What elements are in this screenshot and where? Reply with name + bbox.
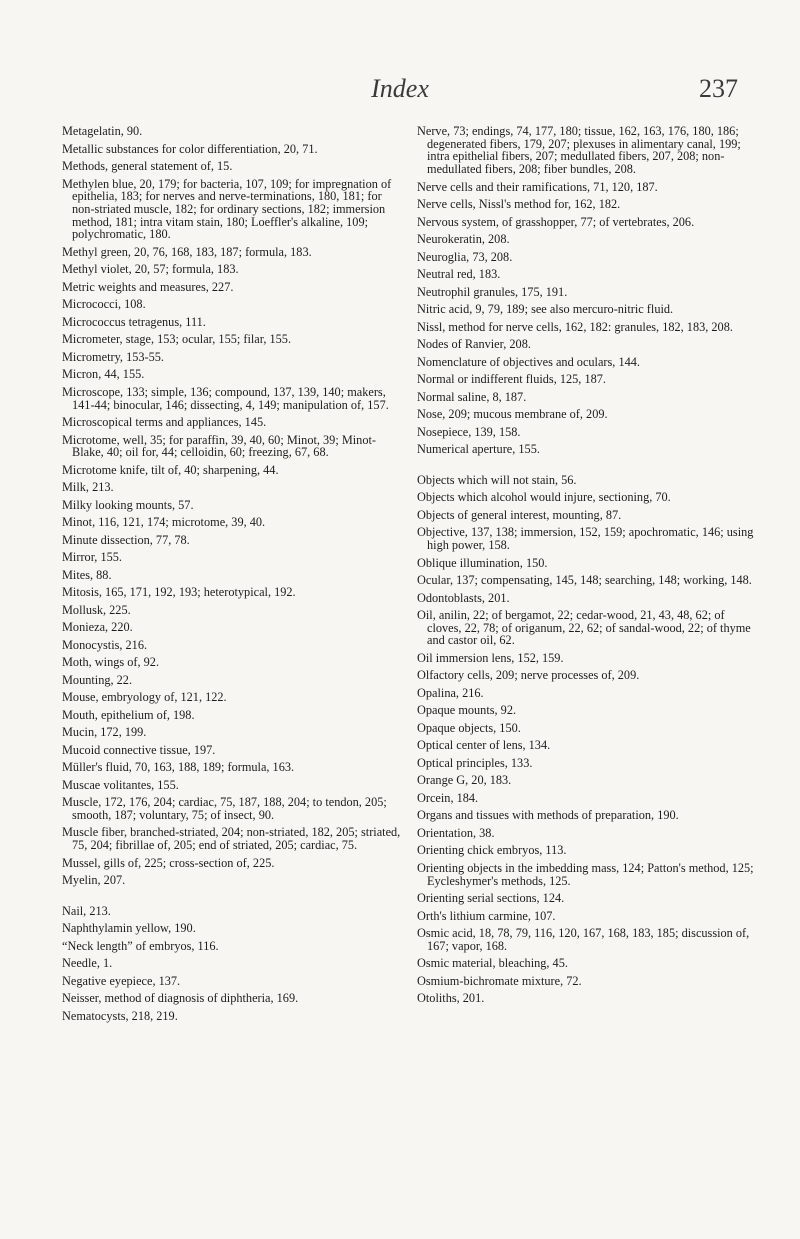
index-entry: Negative eyepiece, 137.: [62, 973, 181, 988]
index-column-right: [417, 125, 759, 1010]
index-entry: Orienting objects in the imbedding mass, 124; Patton's method, 125; Eycleshymer's methods, 125.: [417, 860, 754, 888]
index-entry: Methods, general statement of, 15.: [62, 159, 233, 173]
index-entry: Neisser, method of diagnosis of diphtheria, 169.: [62, 991, 299, 1006]
index-entry: Metagelatin, 90.: [62, 124, 143, 138]
index-entry: Methyl green, 20, 76, 168, 183, 187; formula, 183.: [62, 244, 312, 259]
index-entry: Oblique illumination, 150.: [417, 555, 548, 570]
index-entry: Monocystis, 216.: [62, 637, 148, 652]
index-entry: Minute dissection, 77, 78.: [62, 532, 190, 547]
index-entry: Mirror, 155.: [62, 550, 122, 565]
page-number: 237: [699, 74, 738, 103]
index-entry: Nitric acid, 9, 79, 189; see also mercuro-nitric fluid.: [417, 302, 674, 317]
index-entry: Opaque objects, 150.: [417, 720, 521, 735]
index-entry: Objective, 137, 138; immersion, 152, 159; apochromatic, 146; using high power, 158.: [417, 525, 754, 553]
index-entry: Monieza, 220.: [62, 620, 133, 635]
index-entry: Milky looking mounts, 57.: [62, 497, 194, 512]
index-entry: Mucoid connective tissue, 197.: [62, 742, 216, 757]
index-entry: Micrometry, 153-55.: [62, 349, 164, 364]
index-entry: Opalina, 216.: [417, 685, 484, 700]
index-entry: Oil, anilin, 22; of bergamot, 22; cedar-wood, 21, 43, 48, 62; of cloves, 22, 78; of origanum, 22, 62; of sandal-wood, 22; of thyme and castor oil, 62.: [417, 608, 751, 648]
index-entry: Neutral red, 183.: [417, 267, 501, 282]
index-entry: Orientation, 38.: [417, 825, 495, 840]
index-entry: Objects which will not stain, 56.: [417, 472, 577, 487]
index-entry: Orth's lithium carmine, 107.: [417, 908, 556, 923]
index-entry: Nose, 209; mucous membrane of, 209.: [417, 407, 608, 422]
index-entry: Microscope, 133; simple, 136; compound, 137, 139, 140; makers, 141-44; binocular, 146; dissecting, 4, 149; manipulation of, 157.: [62, 384, 389, 412]
index-entry: Optical principles, 133.: [417, 755, 533, 770]
index-entry: Microtome knife, tilt of, 40; sharpening, 44.: [62, 462, 279, 477]
index-entry: Micron, 44, 155.: [62, 367, 145, 382]
index-entry: Mounting, 22.: [62, 672, 133, 687]
index-entry: Otoliths, 201.: [417, 991, 485, 1006]
index-entry: Nodes of Ranvier, 208.: [417, 337, 531, 352]
index-entry: Nail, 213.: [62, 903, 111, 918]
index-entry: Nissl, method for nerve cells, 162, 182: granules, 182, 183, 208.: [417, 319, 733, 334]
index-entry: Nomenclature of objectives and oculars, 144.: [417, 354, 640, 369]
index-entry: Organs and tissues with methods of preparation, 190.: [417, 808, 679, 823]
index-entry: Ocular, 137; compensating, 145, 148; searching, 148; working, 148.: [417, 573, 752, 588]
index-entry: Mites, 88.: [62, 567, 112, 582]
index-entry: Naphthylamin yellow, 190.: [62, 921, 196, 936]
index-entry: Mussel, gills of, 225; cross-section of, 225.: [62, 855, 275, 870]
index-entry: Micrococci, 108.: [62, 297, 146, 312]
index-entry: Osmium-bichromate mixture, 72.: [417, 973, 582, 988]
page-header: [0, 74, 800, 110]
index-entry: Mitosis, 165, 171, 192, 193; heterotypical, 192.: [62, 585, 296, 600]
index-entry: Oil immersion lens, 152, 159.: [417, 650, 564, 665]
index-entry: Nervous system, of grasshopper, 77; of vertebrates, 206.: [417, 214, 695, 229]
index-entry: Neurokeratin, 208.: [417, 232, 510, 247]
index-entry: Osmic material, bleaching, 45.: [417, 956, 568, 971]
index-column-left: [62, 125, 404, 1027]
index-entry: Mouse, embryology of, 121, 122.: [62, 690, 227, 705]
index-entry: Optical center of lens, 134.: [417, 738, 551, 753]
index-entry: Orienting chick embryos, 113.: [417, 843, 567, 858]
index-entry: Nematocysts, 218, 219.: [62, 1008, 178, 1023]
index-entry: Numerical aperture, 155.: [417, 442, 540, 457]
index-entry: Methyl violet, 20, 57; formula, 183.: [62, 262, 239, 277]
index-entry: Objects which alcohol would injure, sectioning, 70.: [417, 490, 671, 505]
index-entry: Objects of general interest, mounting, 87.: [417, 507, 622, 522]
index-entry: Methylen blue, 20, 179; for bacteria, 107, 109; for impregnation of epithelia, 183; for nerves and nerve-terminations, 180, 181; for non-striated muscle, 182; for ordinary sections, 182; immersion method, 181; intra vitam stain, 180; Loeffler's alkaline, 109; polychromatic, 180.: [62, 176, 392, 242]
index-entry: Olfactory cells, 209; nerve processes of, 209.: [417, 668, 640, 683]
index-entry: Milk, 213.: [62, 480, 114, 495]
index-entry: Normal saline, 8, 187.: [417, 389, 527, 404]
index-entry: Minot, 116, 121, 174; microtome, 39, 40.: [62, 515, 266, 530]
index-entry: Mouth, epithelium of, 198.: [62, 707, 195, 722]
index-entry: Mucin, 172, 199.: [62, 725, 147, 740]
index-entry: Nerve cells, Nissl's method for, 162, 182.: [417, 197, 621, 212]
index-entry: Mollusk, 225.: [62, 602, 131, 617]
index-entry: Nosepiece, 139, 158.: [417, 424, 521, 439]
index-entry: Orienting serial sections, 124.: [417, 891, 565, 906]
index-entry: Moth, wings of, 92.: [62, 655, 160, 670]
running-title: Index: [371, 74, 429, 103]
index-entry: Müller's fluid, 70, 163, 188, 189; formula, 163.: [62, 760, 295, 775]
index-entry: Muscae volitantes, 155.: [62, 777, 179, 792]
index-entry: Needle, 1.: [62, 956, 113, 971]
index-entry: Opaque mounts, 92.: [417, 703, 517, 718]
index-entry: Osmic acid, 18, 78, 79, 116, 120, 167, 168, 183, 185; discussion of, 167; vapor, 168.: [417, 926, 750, 953]
index-entry: Neuroglia, 73, 208.: [417, 249, 513, 264]
index-entry: Micrometer, stage, 153; ocular, 155; filar, 155.: [62, 332, 292, 347]
index-entry: Nerve, 73; endings, 74, 177, 180; tissue, 162, 163, 176, 180, 186; degenerated fibers, 179, 207; plexuses in alimentary canal, 199; intra epithelial fibers, 207; medullated fibers, 207, 208; non-medullated fibers, 208; fiber bundles, 208.: [417, 124, 741, 177]
index-entry: Microscopical terms and appliances, 145.: [62, 415, 267, 430]
index-entry: Metric weights and measures, 227.: [62, 279, 234, 294]
index-entry: Muscle fiber, branched-striated, 204; non-striated, 182, 205; striated, 75, 204; fibrillae of, 205; end of striated, 205; cardiac, 75.: [62, 825, 401, 853]
index-entry: Orcein, 184.: [417, 790, 479, 805]
index-entry: Nerve cells and their ramifications, 71, 120, 187.: [417, 179, 658, 194]
index-entry: “Neck length” of embryos, 116.: [62, 938, 219, 953]
index-entry: Muscle, 172, 176, 204; cardiac, 75, 187, 188, 204; to tendon, 205; smooth, 187; voluntary, 75; of insect, 90.: [62, 795, 387, 822]
index-entry: Microtome, well, 35; for paraffin, 39, 40, 60; Minot, 39; Minot-Blake, 40; oil for, 44; celloidin, 60; freezing, 67, 68.: [62, 432, 376, 460]
index-entry: Myelin, 207.: [62, 873, 126, 888]
index-entry: Metallic substances for color differentiation, 20, 71.: [62, 141, 318, 156]
index-entry: Micrococcus tetragenus, 111.: [62, 314, 206, 329]
index-entry: Orange G, 20, 183.: [417, 773, 512, 788]
index-entry: Normal or indifferent fluids, 125, 187.: [417, 372, 606, 387]
index-entry: Neutrophil granules, 175, 191.: [417, 284, 568, 299]
index-entry: Odontoblasts, 201.: [417, 590, 510, 605]
